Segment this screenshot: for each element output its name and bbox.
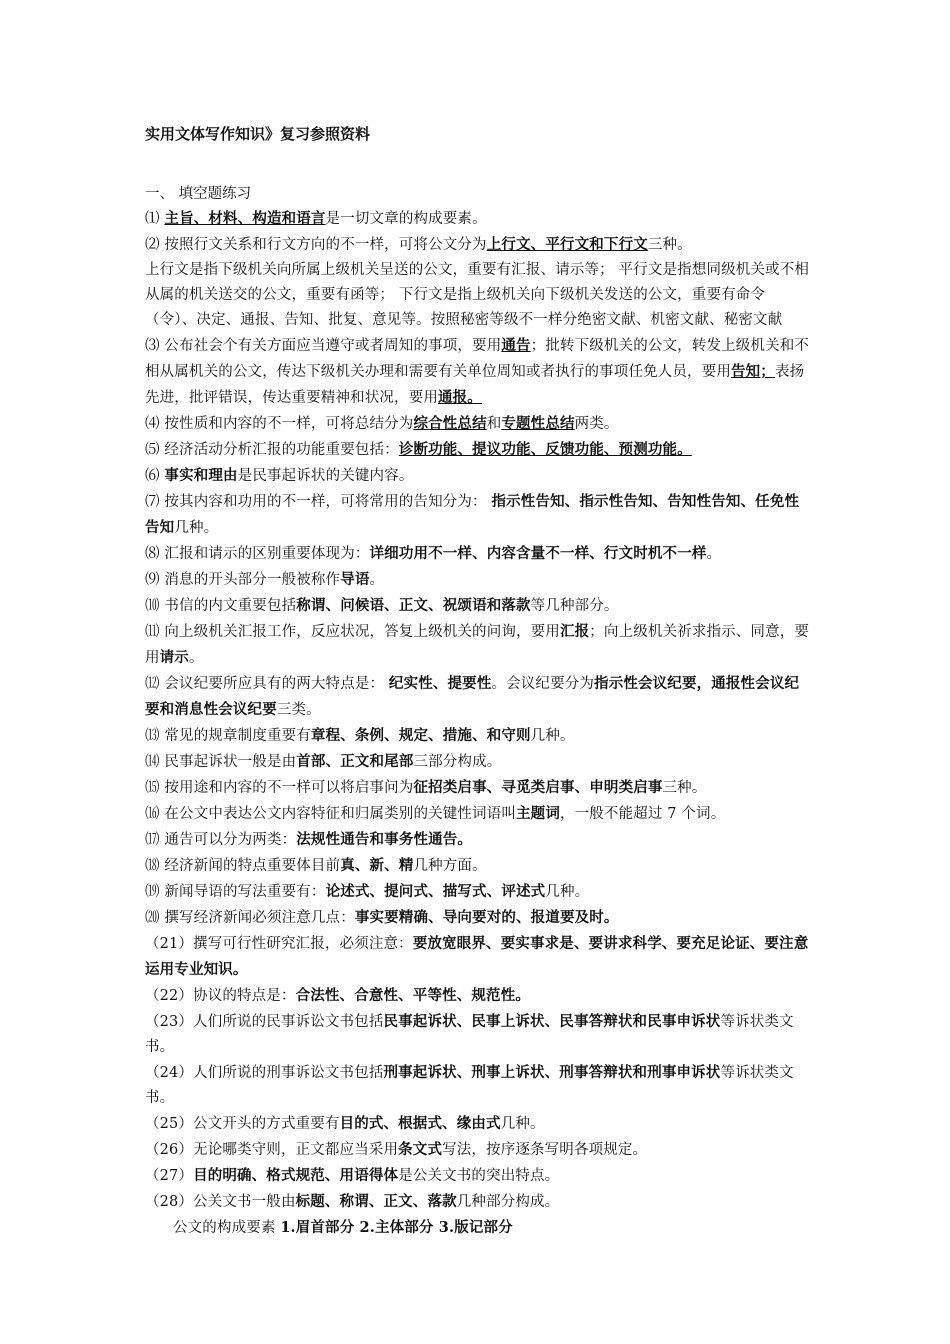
paragraph bbox=[145, 775, 810, 801]
text-run: ⒆ 新闻导语的写法重要有： bbox=[145, 884, 326, 900]
emphasized-text: 条文式 bbox=[398, 1141, 443, 1158]
paragraph bbox=[145, 1137, 810, 1163]
paragraph bbox=[145, 232, 810, 258]
paragraph bbox=[145, 489, 810, 541]
emphasized-text: 民事起诉状、民事上诉状、民事答辩状和民事申诉状 bbox=[383, 1013, 721, 1030]
text-run: （26）无论哪类守则，正文都应当采用 bbox=[145, 1142, 399, 1158]
paragraph bbox=[145, 671, 810, 723]
emphasized-text: 综合性总结 bbox=[413, 415, 487, 432]
text-run: 两类。 bbox=[574, 416, 619, 432]
emphasized-text: 1.眉首部分 2.主体部分 3.版记部分 bbox=[280, 1219, 513, 1236]
text-run: 三类。 bbox=[276, 702, 321, 718]
text-run: ⒃ 在公文中表达公文内容特征和归属类别的关键性词语叫 bbox=[145, 806, 517, 822]
emphasized-text: 要放宽眼界、要实事求是、要讲求科学、要充足论证、要注意运用专业知识。 bbox=[145, 935, 809, 978]
paragraph bbox=[145, 411, 810, 437]
paragraph bbox=[145, 206, 810, 232]
emphasized-text: 法规性通告和事务性通告。 bbox=[296, 831, 473, 848]
emphasized-text: 目的式、根据式、缘由式 bbox=[339, 1115, 501, 1132]
emphasized-text: 主题词 bbox=[516, 805, 560, 822]
emphasized-text: 纪实性、提要性 bbox=[388, 675, 492, 692]
text-run: ⑶ 公布社会个有关方面应当遵守或者周知的事项，要用 bbox=[145, 338, 502, 354]
text-run: ⑺ 按其内容和功用的不一样，可将常用的告知分为： bbox=[145, 494, 492, 510]
paragraph bbox=[145, 853, 810, 879]
emphasized-text: 事实和理由 bbox=[164, 467, 238, 484]
text-run: 。 bbox=[369, 572, 385, 588]
emphasized-text: 请示 bbox=[159, 649, 189, 666]
text-run: 。 bbox=[706, 546, 722, 562]
text-run: ⑹ bbox=[145, 468, 165, 484]
text-run: ⑷ 按性质和内容的不一样，可将总结分为 bbox=[145, 416, 414, 432]
text-run: 是民事起诉状的关键内容。 bbox=[237, 468, 414, 484]
text-run: ；向上级机关祈求指示、同意，要用 bbox=[145, 624, 810, 666]
paragraph bbox=[145, 541, 810, 567]
paragraph bbox=[145, 905, 810, 931]
text-run: 上行文是指下级机关向所属上级机关呈送的公文，重要有汇报、请示等； 平行文是指想同级机关或不相从属的机关送交的公文，重要有函等； 下行文是指上级机关向下级机关发送的公文，重要有命令（令）、决定、通报、告知、批复、意见等。按照秘密等级不一样分绝密文献、机密文献、秘密文献 bbox=[145, 262, 810, 328]
emphasized-text: 详细功用不一样、内容含量不一样、行文时机不一样 bbox=[369, 545, 707, 562]
paragraph bbox=[145, 593, 810, 619]
text-run: 等诉状类文书。 bbox=[145, 1065, 794, 1106]
text-run: （25）公文开头的方式重要有 bbox=[145, 1116, 340, 1132]
paragraph bbox=[145, 567, 810, 593]
emphasized-text: 征招类启事、寻觅类启事、申明类启事 bbox=[413, 779, 663, 796]
emphasized-text: 主旨、材料、构造和语言 bbox=[164, 210, 326, 227]
section-heading: 一、 填空题练习 bbox=[145, 186, 252, 202]
paragraph-list bbox=[145, 206, 810, 1215]
emphasized-text: 事实要精确、导向要对的、报道要及时。 bbox=[354, 909, 619, 926]
paragraph bbox=[145, 437, 810, 463]
text-run: （21）撰写可行性研究汇报，必须注意： bbox=[145, 936, 413, 952]
emphasized-text: 真、新、精 bbox=[340, 857, 414, 874]
paragraph bbox=[145, 1111, 810, 1137]
paragraph bbox=[145, 333, 810, 411]
emphasized-text: 诊断功能、提议功能、反馈功能、预测功能。 bbox=[398, 441, 692, 458]
text-run: ⑾ 向上级机关汇报工作，反应状况，答复上级机关的问询，要用 bbox=[145, 624, 560, 640]
text-run: ⒂ 按用途和内容的不一样可以将启事问为 bbox=[145, 780, 414, 796]
emphasized-text: 指示性告知、指示性告知、告知性告知、任免性告知 bbox=[145, 493, 800, 536]
text-run: 几种部分构成。 bbox=[456, 1194, 560, 1210]
text-run: ⑸ 经济活动分析汇报的功能重要包括： bbox=[145, 442, 399, 458]
text-run: 几种方面。 bbox=[413, 858, 487, 874]
emphasized-text: 首部、正文和尾部 bbox=[296, 753, 414, 770]
text-run: （28）公关文书一般由 bbox=[145, 1194, 296, 1210]
text-run: 三部分构成。 bbox=[413, 754, 502, 770]
emphasized-text: 称谓、问候语、正文、祝颂语和落款 bbox=[296, 597, 531, 614]
title-spacer bbox=[145, 144, 810, 182]
document-title: 实用文体写作知识》复习参照资料 bbox=[145, 125, 371, 143]
text-run: 几种。 bbox=[530, 728, 575, 744]
emphasized-text: 标题、称谓、正文、落款 bbox=[295, 1193, 457, 1210]
text-run: （27） bbox=[145, 1168, 194, 1184]
paragraph bbox=[145, 1163, 810, 1189]
text-run: ⑵ 按照行文关系和行文方向的不一样，可将公文分为 bbox=[145, 237, 487, 253]
text-run: 是一切文章的构成要素。 bbox=[325, 211, 487, 227]
emphasized-text: 通报。 bbox=[438, 389, 482, 406]
emphasized-text: 目的明确、格式规范、用语得体 bbox=[193, 1167, 399, 1184]
paragraph bbox=[145, 258, 810, 333]
text-run: 等几种部分。 bbox=[530, 598, 619, 614]
text-run: ；批转下级机关的公文，转发上级机关和不相从属机关的公文，传达下级机关办理和需要有关单位周知或者执行的事项任免人员，要用 bbox=[145, 338, 810, 380]
emphasized-text: 通告 bbox=[501, 337, 531, 354]
text-run: 几种。 bbox=[500, 1116, 545, 1132]
text-run: ⒅ 经济新闻的特点重要体目前 bbox=[145, 858, 341, 874]
text-run: ⒇ 撰写经济新闻必须注意几点： bbox=[145, 910, 355, 926]
text-run: （23）人们所说的民事诉讼文书包括 bbox=[145, 1014, 384, 1030]
text-run: 几种。 bbox=[545, 884, 590, 900]
text-run: 和 bbox=[486, 416, 502, 432]
text-run: ，一般不能超过 7 个词。 bbox=[559, 806, 726, 822]
emphasized-text: 论述式、提问式、描写式、评述式 bbox=[325, 883, 546, 900]
paragraph bbox=[145, 1009, 810, 1060]
final-line bbox=[145, 1215, 810, 1241]
emphasized-text: 告知； bbox=[731, 363, 775, 380]
text-run: 公文的构成要素 bbox=[173, 1220, 281, 1236]
text-run: 是公关文书的突出特点。 bbox=[398, 1168, 560, 1184]
document-body bbox=[145, 124, 810, 1241]
emphasized-text: 章程、条例、规定、措施、和守则 bbox=[310, 727, 531, 744]
emphasized-text: 汇报 bbox=[559, 623, 590, 640]
emphasized-text: 合法性、合意性、平等性、规范性。 bbox=[295, 987, 531, 1004]
emphasized-text: 导语 bbox=[340, 571, 370, 588]
text-run: 几种。 bbox=[174, 520, 219, 536]
paragraph bbox=[145, 983, 810, 1009]
text-run: （24）人们所说的刑事诉讼文书包括 bbox=[145, 1065, 384, 1081]
text-run: ⑻ 汇报和请示的区别重要体现为： bbox=[145, 546, 370, 562]
paragraph bbox=[145, 749, 810, 775]
paragraph bbox=[145, 879, 810, 905]
text-run: ⑿ 会议纪要所应具有的两大特点是： bbox=[145, 676, 389, 692]
emphasized-text: 上行文、平行文和下行文 bbox=[486, 236, 648, 253]
text-run: ⑴ bbox=[145, 211, 165, 227]
paragraph bbox=[145, 827, 810, 853]
paragraph bbox=[145, 723, 810, 749]
paragraph bbox=[145, 801, 810, 827]
text-run: ⒁ 民事起诉状一般是由 bbox=[145, 754, 297, 770]
emphasized-text: 指示性会议纪要，通报性会议纪要和消息性会议纪要 bbox=[145, 675, 800, 718]
paragraph bbox=[145, 619, 810, 671]
text-run: ⒀ 常见的规章制度重要有 bbox=[145, 728, 311, 744]
paragraph bbox=[145, 1189, 810, 1215]
text-run: 。会议纪要分为 bbox=[491, 676, 595, 692]
text-run: ⑼ 消息的开头部分一般被称作 bbox=[145, 572, 341, 588]
paragraph bbox=[145, 463, 810, 489]
text-run: ⒄ 通告可以分为两类： bbox=[145, 832, 297, 848]
text-run: 。 bbox=[188, 650, 204, 666]
emphasized-text: 专题性总结 bbox=[501, 415, 575, 432]
text-run: （22）协议的特点是： bbox=[145, 988, 296, 1004]
paragraph bbox=[145, 931, 810, 983]
text-run: 等诉状类文书。 bbox=[145, 1014, 794, 1055]
text-run: 写法，按序逐条写明各项规定。 bbox=[442, 1142, 648, 1158]
emphasized-text: 刑事起诉状、刑事上诉状、刑事答辩状和刑事申诉状 bbox=[383, 1064, 721, 1081]
text-run: 三种。 bbox=[647, 237, 692, 253]
paragraph bbox=[145, 1060, 810, 1111]
text-run: ⑽ 书信的内文重要包括 bbox=[145, 598, 297, 614]
text-run: 三种。 bbox=[662, 780, 707, 796]
text-run: 表扬先进，批评错误，传达重要精神和状况，要用 bbox=[145, 364, 805, 406]
